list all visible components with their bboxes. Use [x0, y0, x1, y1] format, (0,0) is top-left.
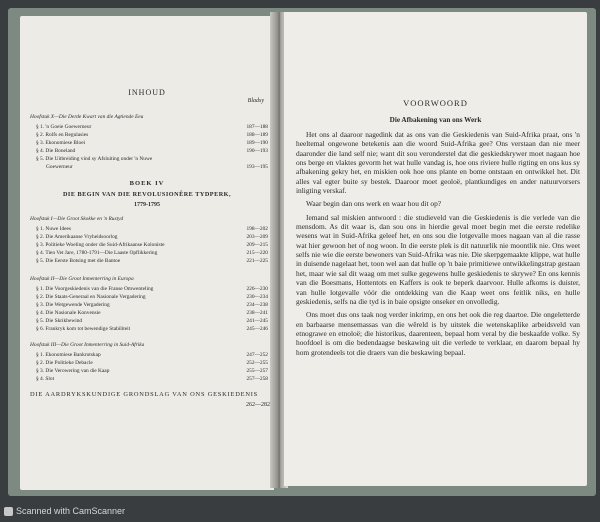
foreword-heading: VOORWOORD: [403, 98, 468, 108]
toc-entry-title: § 1. 'n Goeie Goewerneur: [36, 124, 92, 130]
toc-entry-pages: 238—241: [246, 310, 268, 316]
toc-entry-pages: 226—230: [246, 286, 268, 292]
toc-entry-pages: 188—189: [246, 132, 268, 138]
paragraph: Iemand sal miskien antwoord : die studieveld van die Geskiedenis is die verlede van die mensdom. As dit waar is, dan sou ons in hierdie geval moet begin met die eerste redelike wesens wat in Suid-Afrika geleef het, en ons sou die lotgevalle moes nagaan van al die rasse wat hier gewoon het of nog woon. In die eerste plek is dit natuurlik nie moontlik nie. Ons weet selfs nie wie die eerste bewoners van Suid-Afrika was nie. Die skerpgemaakte klippe, wat hulle in duisende nagelaat het, toon wel aan dat hulle op 'n baie primitiewe ontwikkelingstrap gestaan het, maar wie sal dit waag om met sulke gegewens hulle geskiedenis te skrywe? En ons kennis van die Boesmans, Hottentots en Kaffers is ook te beperk daarvoor. Hulle afkoms is duister, van hulle lotgevalle vóór die ontdekking van die Kaap weet ons feitlik niks, en hulle geskiedenis, selfs na die tyd is in baie opsigte onseker en onvolledig.: [296, 212, 580, 306]
camscanner-icon: [4, 507, 13, 516]
toc-entry-title: § 2. Die Amerikaanse Vryheidsoorlog: [36, 234, 118, 240]
paragraph: Waar begin dan ons werk en waar hou dit op?: [306, 199, 442, 209]
toc-entry-title: § 1. Die Voorgeskiedenis van die Franse Omwenteling: [36, 286, 154, 292]
toc-entry: [36, 234, 268, 241]
toc-entry-title: § 1. Ekonomiese Bankrotskap: [36, 352, 101, 358]
toc-entry: [36, 302, 268, 309]
toc-entry: [36, 376, 268, 383]
toc-entry: [36, 258, 268, 265]
chapter-heading: Hoofstuk III—Die Groot Inmenterring in Suid-Afrika: [30, 342, 145, 348]
toc-entry-pages: 189—190: [246, 140, 268, 146]
toc-entry-title: § 1. Nuwe Idees: [36, 226, 72, 232]
toc-entry-pages: 247—252: [246, 352, 268, 358]
toc-entry-title: § 4. Die Boneland: [36, 148, 76, 154]
toc-entry-title: Goewerneur: [46, 164, 73, 170]
toc-entry: [36, 360, 268, 367]
toc-entry-title: § 3. Die Wetgewende Vergadering: [36, 302, 110, 308]
chapter-heading: Hoofstuk I—Die Groot Skokke en 'n Rustyd: [30, 216, 124, 222]
toc-entry-pages: 203—209: [246, 234, 268, 240]
right-page: [284, 12, 587, 486]
toc-entry-pages: 221—225: [246, 258, 268, 264]
toc-entry: [36, 124, 268, 131]
toc-entry-pages: 241—245: [246, 318, 268, 324]
toc-entry-pages: 252—255: [246, 360, 268, 366]
page-column-label: Bladsy: [247, 98, 264, 104]
toc-entry: [36, 326, 268, 333]
toc-entry: [36, 148, 268, 155]
toc-entry: [36, 250, 268, 257]
toc-entry: [36, 242, 268, 249]
chapter-heading: Hoofstuk II—Die Groot Inmenterring in Europa: [30, 276, 134, 282]
paragraph: Ons moet dus ons taak nog verder inkrimp, en ons het ook die reg daartoe. Die ongeletterde en barbaarse mensemassas van die wêreld is by uitstek die wetenskaplike arbeidsveld van etnograwe en etnoloë; die historikus, daarenteen, bepaal hom veral by die beskaafde volke. Sy hoofdoel is om die bedendaagse beskawing uit die verlede te verklaar, en daarom bepaal hy hom grotendeels tot die draers van die beskawing bepaal.: [296, 310, 580, 357]
toc-entry-pages: 215—220: [246, 250, 268, 256]
toc-entry: [36, 226, 268, 233]
toc-entry-title: § 6. Frankryk kom tot bewendige Stabiliteit: [36, 326, 131, 332]
foreword-subheading: Die Afbakening van ons Werk: [389, 116, 482, 124]
toc-entry: [36, 140, 268, 147]
final-section-pages: 262—282: [246, 402, 270, 408]
toc-entry: [36, 156, 268, 163]
toc-entry: [36, 310, 268, 317]
toc-entry-title: § 2. Rolfs en Regulasies: [36, 132, 89, 138]
toc-entry-title: § 3. Politieke Woeling onder die Suid-Afrikaanse Koloniste: [36, 242, 165, 248]
toc-entry: [36, 318, 268, 325]
toc-entry-title: § 5. Die Skrikbewind: [36, 318, 83, 324]
toc-entry-title: § 4. Slot: [36, 376, 55, 382]
toc-entry: [36, 294, 268, 301]
book-years: 1779-1795: [134, 202, 160, 208]
final-section: [30, 390, 270, 412]
toc-entry-pages: 255—257: [246, 368, 268, 374]
foreword-body: [296, 130, 580, 361]
toc-entry: [46, 164, 268, 171]
toc-heading: INHOUD: [128, 88, 166, 97]
toc-entry-pages: 257—258: [246, 376, 268, 382]
toc-entry-title: § 5. Die Eerste Botsing met die Bantoe: [36, 258, 121, 264]
toc-entry-pages: 193—195: [246, 164, 268, 170]
chapter-heading: Hoofstuk X—Die Derde Kwart van die Agtiende Eeu: [30, 114, 144, 120]
toc-entry-pages: 198—202: [246, 226, 268, 232]
paragraph: Het ons al daaroor nagedink dat as ons van die Geskiedenis van Suid-Afrika praat, ons 'n heeltemal ongewone betekenis aan die woord Suid-Afrika gee? Ons verstaan dan nie meer daaronder die land self nie; want dit sou veronderstel dat die geskiedskrywer moet nagaan hoe ons berge en vlaktes gevorm het wat hulle vandag is, hoe ons riviere hulle rigting en ons kus sy afbakening gekry het, en miskien ook hoe ons plante en bome ontstaan en ontwikkel het. Dit alles val egter buite sy bestek. Daaroor moet geoloë, plantkundiges en ander natuurvorsers inligting verskaf.: [296, 130, 580, 196]
scanner-watermark: [0, 502, 600, 522]
toc-entry: [36, 286, 268, 293]
toc-entry-title: § 2. Die Politieke Debacle: [36, 360, 93, 366]
watermark-text: Scanned with CamScanner: [16, 506, 126, 516]
toc-entry-title: § 3. Die Verowering van die Kaap: [36, 368, 110, 374]
toc-entry-pages: 187—188: [246, 124, 268, 130]
toc-entry-title: § 3. Ekonomiese Bloei: [36, 140, 86, 146]
toc-entry-pages: 230—234: [246, 294, 268, 300]
toc-entry-pages: 245—246: [246, 326, 268, 332]
book-label: BOEK IV: [129, 180, 165, 187]
toc-entry-title: § 4. Tien Vet Jare, 1780-1791—Die Laaste Opflikkering: [36, 250, 158, 256]
toc-entry: [36, 352, 268, 359]
toc-entry-title: § 5. Die Uitbreiding vind sy Afsluiting onder 'n Nuwe: [36, 156, 153, 162]
book-title: DIE BEGIN VAN DIE REVOLUSIONÊRE TYDPERK,: [62, 191, 232, 198]
final-section-title: DIE AARDRYKSKUNDIGE GRONDSLAG VAN ONS GESKIEDENIS: [30, 391, 259, 398]
toc-entry-pages: 234—238: [246, 302, 268, 308]
toc-entry-pages: 209—215: [246, 242, 268, 248]
left-page: [20, 16, 274, 490]
toc-entry-pages: 190—193: [246, 148, 268, 154]
toc-entry-title: § 2. Die Staats-Generaal en Nasionale Vergadering: [36, 294, 146, 300]
toc-entry: [36, 368, 268, 375]
toc-entry: [36, 132, 268, 139]
toc-entry-title: § 4. Die Nasionale Konvensie: [36, 310, 101, 316]
